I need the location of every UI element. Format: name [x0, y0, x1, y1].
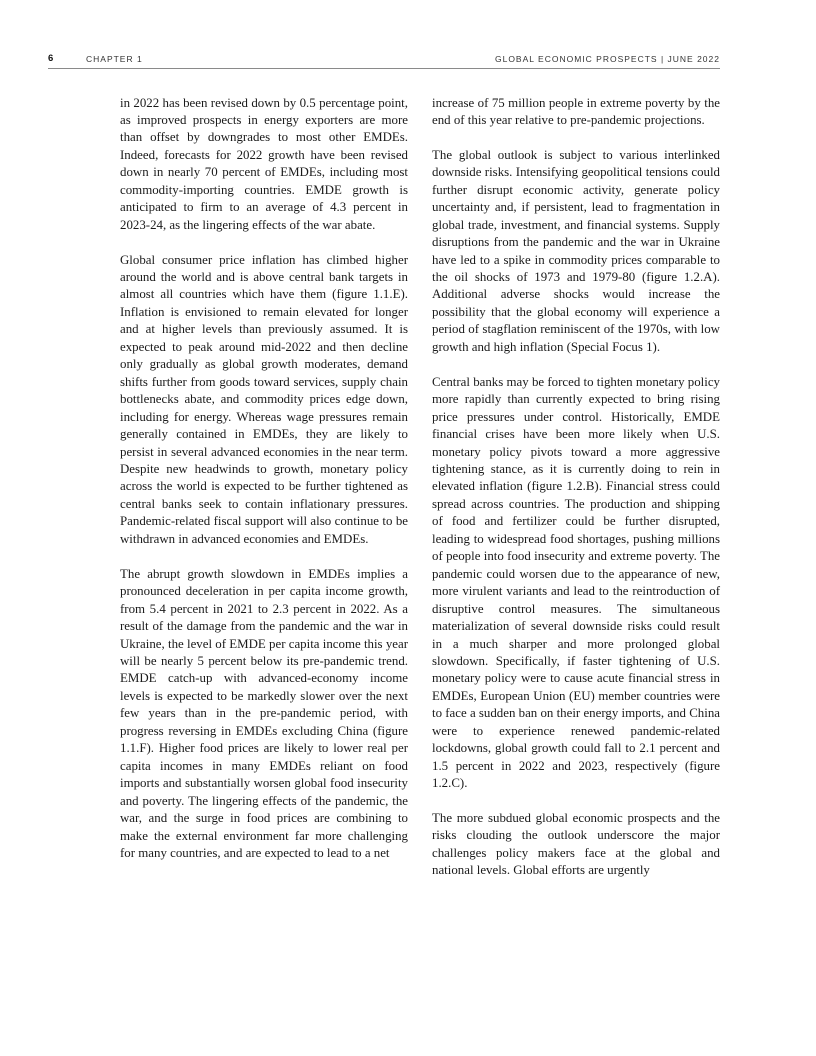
left-column [120, 95, 408, 880]
paragraph: increase of 75 million people in extreme poverty by the end of this year relative to pre-pandemic projections. [432, 95, 720, 127]
chapter-label: CHAPTER 1 [86, 54, 143, 64]
right-column [432, 95, 720, 898]
running-header [48, 52, 720, 69]
paragraph: in 2022 has been revised down by 0.5 percentage point, as improved prospects in energy exporters are more than offset by downgrades to most other EMDEs. Indeed, forecasts for 2022 growth have been revised down in nearly 70 percent of EMDEs, including most commodity-importing countries. EMDE growth is anticipated to firm to an average of 4.3 percent in 2023-24, as the lingering effects of the war abate. [120, 95, 408, 232]
paragraph: Central banks may be forced to tighten monetary policy more rapidly than currently expected to bring rising price pressures under control. Historically, EMDE financial crises have been more likely when U.S. monetary policy pivots toward a more aggressive tightening stance, as it is currently doing to rein in elevated inflation (figure 1.2.B). Financial stress could spread across countries. The production and shipping of food and fertilizer could be further disrupted, leading to widespread food shortages, pushing millions of people into food insecurity and extreme poverty. The pandemic could worsen due to the appearance of new, more virulent variants and lead to the reintroduction of disruptive control measures. The simultaneous materialization of several downside risks could result in a much sharper and more prolonged global slowdown. Specifically, if faster tightening of U.S. monetary policy were to cause acute financial stress in EMDEs, European Union (EU) member countries were to face a sudden ban on their energy imports, and China were to experience renewed pandemic-related lockdowns, global growth could fall to 2.1 percent and 1.5 percent in 2022 and 2023, respectively (figure 1.2.C). [432, 374, 720, 791]
paragraph: The global outlook is subject to various interlinked downside risks. Intensifying geopolitical tensions could further disrupt economic activity, generate policy uncertainty and, if persistent, lead to fragmentation in global trade, investment, and financial systems. Supply disruptions from the pandemic and the war in Ukraine have led to a spike in commodity prices comparable to the oil shocks of 1973 and 1979-80 (figure 1.2.A). Additional adverse shocks would increase the possibility that the global economy will experience a period of stagflation reminiscent of the 1970s, with low growth and high inflation (Special Focus 1). [432, 147, 720, 354]
page-number: 6 [48, 53, 54, 64]
paragraph: The abrupt growth slowdown in EMDEs implies a pronounced deceleration in per capita income growth, from 5.4 percent in 2021 to 2.3 percent in 2022. As a result of the damage from the pandemic and the war in Ukraine, the level of EMDE per capita income this year will be nearly 5 percent below its pre-pandemic trend. EMDE catch-up with advanced-economy income levels is expected to be markedly slower over the next few years than in the pre-pandemic period, with progress reversing in EMDEs excluding China (figure 1.1.F). Higher food prices are likely to lower real per capita incomes in many EMDEs reliant on food imports and substantially worsen global food insecurity and poverty. The lingering effects of the pandemic, the war, and the surge in food prices are combining to make the external environment far more challenging for many countries, and are expected to lead to a net [120, 566, 408, 860]
paragraph: Global consumer price inflation has climbed higher around the world and is above central bank targets in almost all countries which have them (figure 1.1.E). Inflation is envisioned to remain elevated for longer and at higher levels than previously assumed. It is expected to peak around mid-2022 and then decline only gradually as global growth moderates, demand shifts further from goods toward services, supply chain bottlenecks abate, and commodity prices edge down, including for energy. Whereas wage pressures remain generally contained in EMDEs, they are likely to persist in several advanced economies in the near term. Despite new headwinds to growth, monetary policy across the world is expected to be further tightened as central banks seek to contain inflationary pressures. Pandemic-related fiscal support will also continue to be withdrawn in advanced economies and EMDEs. [120, 252, 408, 546]
paragraph: The more subdued global economic prospects and the risks clouding the outlook underscore the major challenges policy makers face at the global and national levels. Global efforts are urgently [432, 811, 720, 878]
publication-title: GLOBAL ECONOMIC PROSPECTS | JUNE 2022 [494, 54, 720, 64]
